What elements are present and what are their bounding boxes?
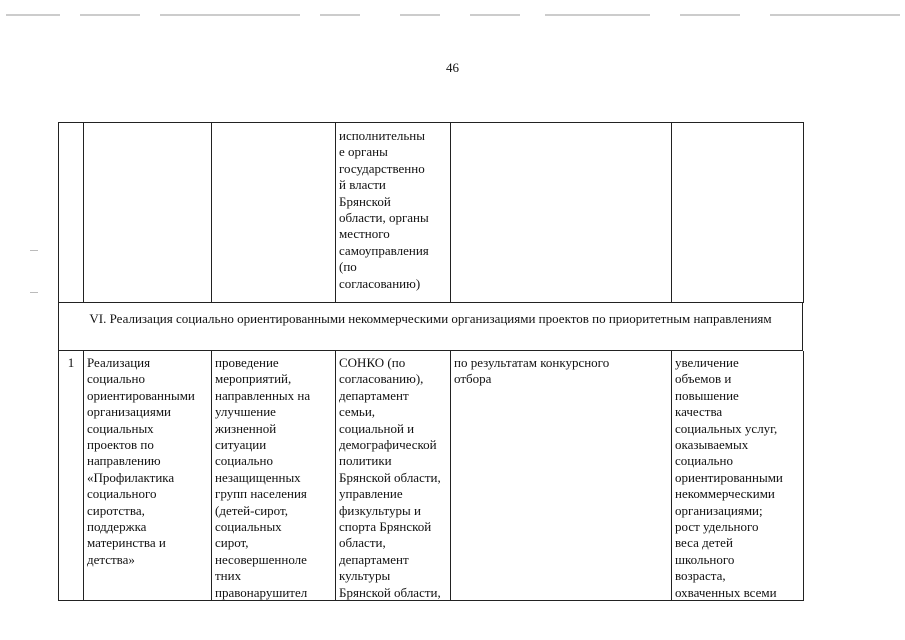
cell-term bbox=[451, 123, 672, 303]
cell-activity: Реализация социально ориентированными организациями социальных проектов по направлению «Профилактика социального сиротства, поддержка материнства и детства» bbox=[84, 351, 212, 601]
cell-result bbox=[672, 123, 804, 303]
scan-edge-noise bbox=[0, 12, 905, 18]
cell-number bbox=[59, 123, 84, 303]
cell-executors: исполнительны е органы государственно й власти Брянской области, органы местного самоуправления (по согласованию) bbox=[336, 123, 451, 303]
cell-term: по результатам конкурсного отбора bbox=[451, 351, 672, 601]
page-number: 46 bbox=[446, 60, 459, 75]
margin-mark bbox=[30, 292, 38, 293]
table-row-continued bbox=[58, 122, 804, 303]
table-row bbox=[58, 351, 804, 601]
plan-table bbox=[58, 122, 804, 601]
cell-activity bbox=[84, 123, 212, 303]
section-heading: VI. Реализация социально ориентированными некоммерческими организациями проектов по приоритетным направлениям bbox=[58, 303, 803, 351]
cell-content: проведение мероприятий, направленных на улучшение жизненной ситуации социально незащищенных групп населения (детей-сирот, социальных сирот, несовершеннолe тних правонарушител bbox=[212, 351, 336, 601]
cell-result: увеличение объемов и повышение качества социальных услуг, оказываемых социально ориентированными некоммерческими организациями; рост удельного веса детей школьного возраста, охваченных всеми bbox=[672, 351, 804, 601]
cell-content bbox=[212, 123, 336, 303]
cell-executors: СОНКО (по согласованию), департамент семьи, социальной и демографической политики Брянской области, управление физкультуры и спорта Брянской области, департамент культуры Брянской области, bbox=[336, 351, 451, 601]
margin-mark bbox=[30, 250, 38, 251]
cell-number: 1 bbox=[59, 351, 84, 601]
